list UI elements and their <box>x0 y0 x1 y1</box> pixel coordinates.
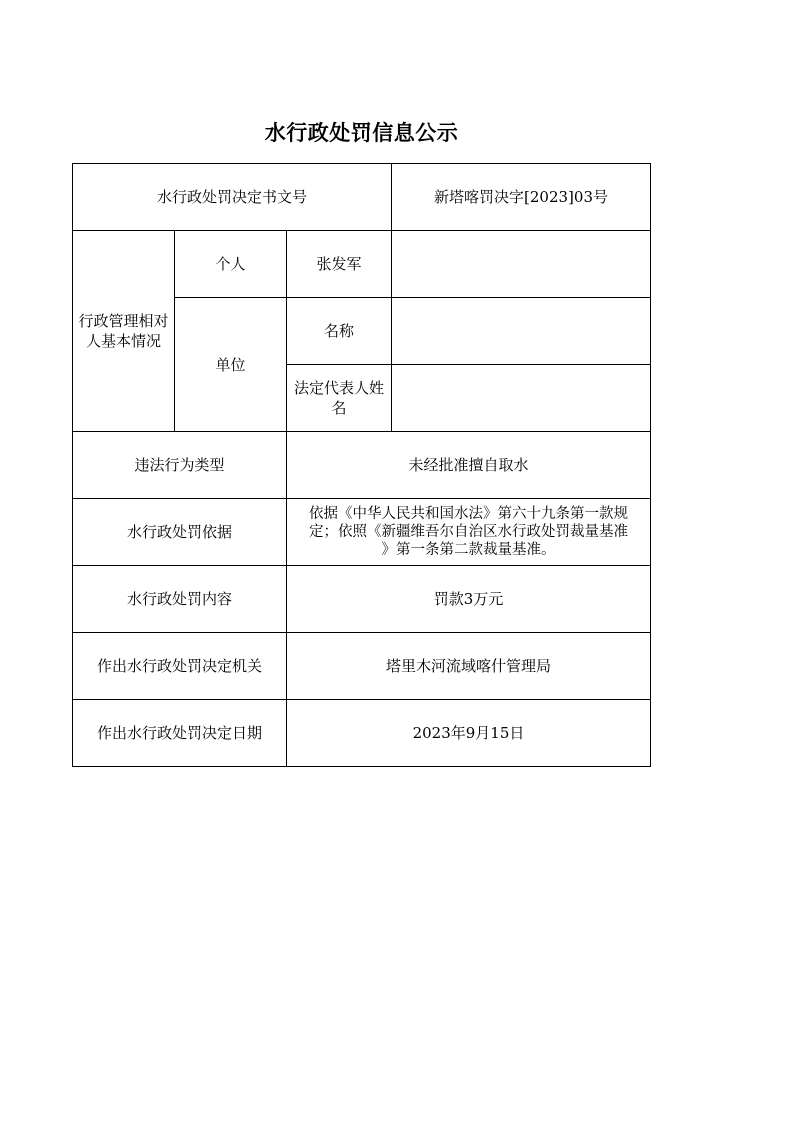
penalty-basis-value <box>286 498 651 566</box>
individual-value <box>391 230 651 298</box>
individual-label: 个人 <box>174 230 287 298</box>
penalty-content-value: 罚款3万元 <box>286 565 651 633</box>
decision-authority-label: 作出水行政处罚决定机关 <box>72 632 287 700</box>
violation-type-value: 未经批准擅自取水 <box>286 431 651 499</box>
penalty-basis-line2: 定；依照《新疆维吾尔自治区水行政处罚裁量基准 <box>309 524 628 540</box>
penalty-basis-line1: 依据《中华人民共和国水法》第六十九条第一款规 <box>309 506 628 522</box>
legal-representative-label-line1: 法定代表人姓 <box>293 379 384 397</box>
penalty-basis-label: 水行政处罚依据 <box>72 498 287 566</box>
party-info-label <box>72 230 175 432</box>
legal-representative-value <box>391 364 651 432</box>
legal-representative-label-line2: 名 <box>331 399 347 417</box>
penalty-basis-line3: 》第一条第二款裁量基准。 <box>381 542 556 558</box>
decision-authority-value: 塔里木河流域喀什管理局 <box>286 632 651 700</box>
individual-name: 张发军 <box>286 230 392 298</box>
unit-label: 单位 <box>174 297 287 432</box>
document-title: 水行政处罚信息公示 <box>264 121 459 145</box>
unit-name-label: 名称 <box>286 297 392 365</box>
unit-name-value <box>391 297 651 365</box>
violation-type-label: 违法行为类型 <box>72 431 287 499</box>
party-info-label-line2: 人基本情况 <box>85 332 161 350</box>
penalty-content-label: 水行政处罚内容 <box>72 565 287 633</box>
party-info-label-line1: 行政管理相对 <box>78 312 169 330</box>
decision-no-value: 新塔喀罚决字[2023]03号 <box>391 163 651 231</box>
legal-representative-label <box>286 364 392 432</box>
decision-date-label: 作出水行政处罚决定日期 <box>72 699 287 767</box>
decision-date-value: 2023年9月15日 <box>286 699 651 767</box>
decision-no-label: 水行政处罚决定书文号 <box>72 163 392 231</box>
